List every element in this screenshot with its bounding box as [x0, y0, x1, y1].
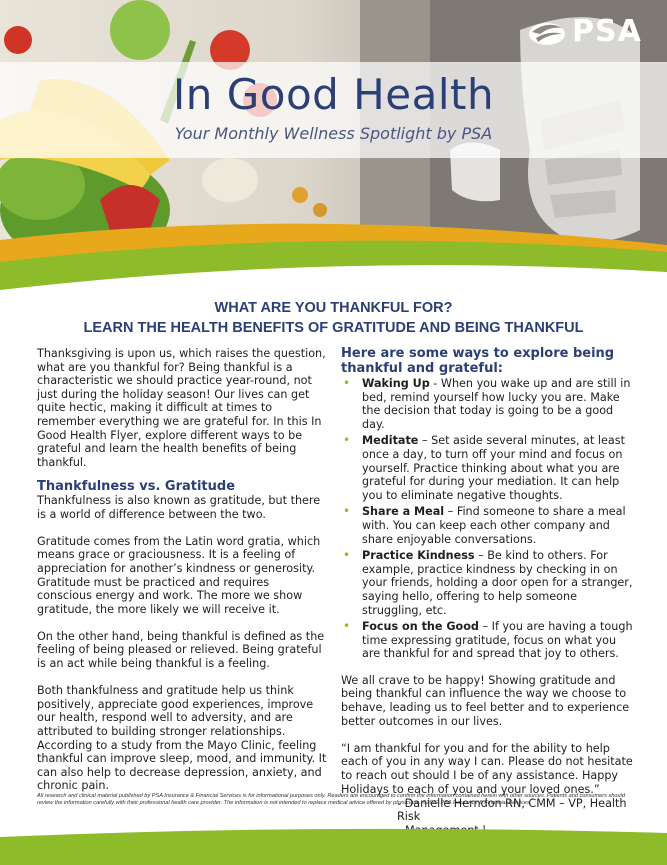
list-item: [341, 377, 636, 431]
paragraph-health-benefits: Both thankfulness and gratitude help us think positively, appreciate good experiences, improve our health, respond well to adversity, and are attributed to building stronger relationships. According to a study from the Mayo Clinic, feeling thankful can improve sleep, mood, and immunity. It can also help to decrease depression, anxiety, and chronic pain.: [37, 684, 327, 793]
ways-list: [341, 377, 636, 661]
paragraph-being-thankful: On the other hand, being thankful is defined as the feeling of being pleased or relieved. Being grateful is an act while being thankful is a feeling.: [37, 629, 325, 671]
left-column: [37, 347, 327, 807]
paragraph-happiness: We all crave to be happy! Showing gratitude and being thankful can influence the way we choose to behave, leading us to feel better and to experience better outcomes in our lives.: [341, 673, 630, 728]
list-item-text: – Be kind to others. For example, practice kindness by checking in on your friends, holding a door open for a stranger, saying hello, offering to help someone struggling, etc.: [362, 549, 633, 617]
list-item-term: Share a Meal: [362, 505, 445, 519]
headline-subject: LEARN THE HEALTH BENEFITS OF GRATITUDE AND BEING THANKFUL: [83, 320, 584, 336]
paragraph-gratitude: Gratitude comes from the Latin word gratia, which means grace or graciousness. It is a feeling of appreciation for another’s kindness or generosity. Gratitude must be practiced and requires conscious energy and work. The more we show gratitude, the more likely we will receive it.: [37, 534, 321, 616]
intro-paragraph: Thanksgiving is upon us, which raises the question, what are you thankful for? Being thankful is a characteristic we should practice year-round, not just during the holiday season! Our lives can get quite hectic, making it difficult at times to remember everything we are grateful for. In this In Good Health Flyer, explore different ways to be grateful and learn the health benefits of being thankful.: [37, 347, 326, 469]
section-title-ways: Here are some ways to explore being thankful and grateful:: [341, 346, 615, 376]
section-title-thankfulness: Thankfulness vs. Gratitude: [37, 478, 236, 494]
header-swoosh: [0, 0, 667, 300]
paragraph-thankfulness: Thankfulness is also known as gratitude, but there is a world of difference between the two.: [37, 493, 321, 521]
list-item: [341, 505, 636, 546]
list-item-term: Meditate: [362, 434, 419, 448]
list-item-text: – If you are having a tough time expressing gratitude, focus on what you are thankful for and spread that joy to others.: [362, 620, 633, 661]
newsletter-title: In Good Health: [172, 70, 495, 119]
list-item-text: – Find someone to share a meal with. You can keep each other company and share enjoyable conversations.: [362, 505, 626, 546]
footer-band: [0, 827, 667, 865]
psa-logo-text: PSA: [572, 14, 642, 49]
headline-question: WHAT ARE YOU THANKFUL FOR?: [214, 300, 453, 316]
list-item-term: Waking Up: [362, 377, 430, 390]
list-item-text: – Set aside several minutes, at least once a day, to turn off your mind and focus on yourself. Practice thinking about what you are grateful for during your mediation. It can help you to eliminate negative thoughts.: [362, 434, 625, 502]
list-item: [341, 620, 636, 661]
right-column: [341, 346, 636, 851]
list-item-text: - When you wake up and are still in bed, remind yourself how lucky you are. Make the decision that today is going to be a good day.: [362, 377, 631, 431]
quote-paragraph: “I am thankful for you and for the ability to help each of you in any way I can. Please do not hesitate to reach out should I be of any assistance. Happy Holidays to each of you and your loved ones.”: [341, 741, 633, 796]
list-item-term: Focus on the Good: [362, 620, 479, 634]
list-item: [341, 549, 636, 617]
list-item-term: Practice Kindness: [362, 549, 475, 563]
newsletter-subtitle: Your Monthly Wellness Spotlight by PSA: [174, 124, 493, 143]
disclaimer: All research and clinical material published by PSA Insurance & Financial Services is for informational purposes only. Readers are encouraged to confirm the information contained herein with other sources. Patients and consumers should review the information carefully with their professional health care provider. The information is not intended to replace medical advice offered by physicians. ©2022 PSA Insurance & Financial Services.: [37, 793, 625, 806]
header-banner: [0, 0, 667, 300]
signature-line-1: - Danielle Herndon RN, CMM – VP, Health Risk: [397, 796, 627, 824]
list-item: [341, 434, 636, 502]
